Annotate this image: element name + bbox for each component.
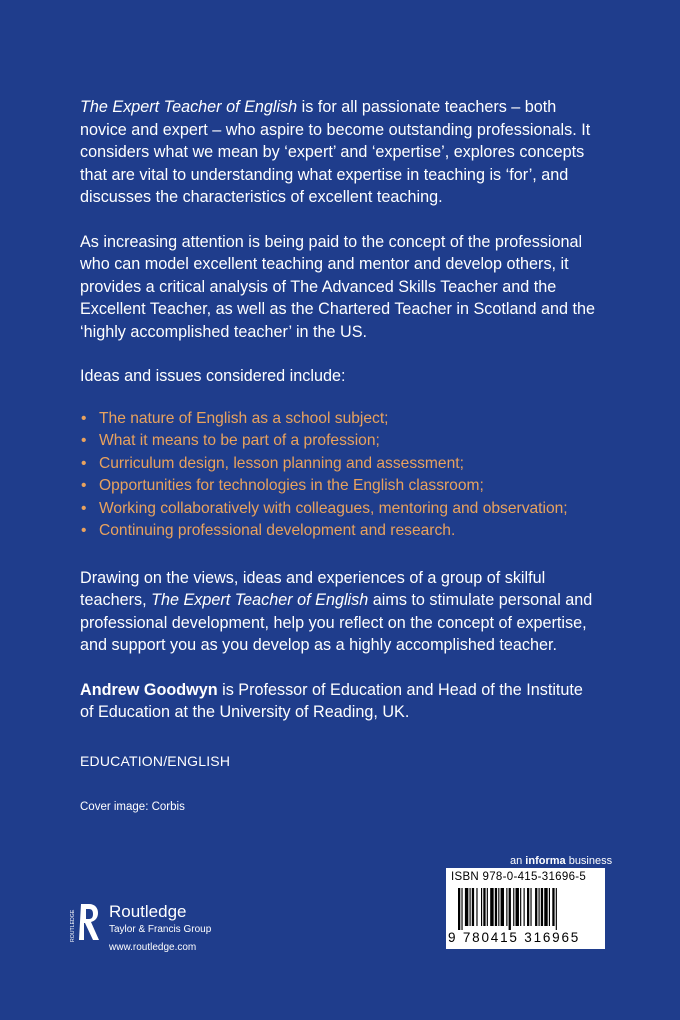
barcode-bar	[506, 888, 507, 926]
barcode-bar	[472, 888, 474, 926]
list-item: • Working collaboratively with colleagues, mentoring and observation;	[80, 498, 600, 521]
isbn-label: ISBN 978-0-415-31696-5	[451, 871, 587, 883]
informa-tagline	[510, 855, 612, 867]
isbn-barcode	[446, 868, 605, 949]
barcode-bar	[483, 888, 485, 926]
summary-text: aims to stimulate personal and professional development, help you reflect on the concept of expertise, and support you as you develop as a highly accomplished teacher.	[80, 591, 593, 654]
publisher-group: Taylor & Francis Group	[109, 924, 212, 935]
cover-credit: Cover image: Corbis	[80, 801, 185, 813]
barcode-bar	[495, 888, 497, 926]
barcode-bar	[465, 888, 468, 926]
barcode-bar	[524, 888, 525, 926]
publisher-name: Routledge	[109, 902, 187, 921]
back-cover-text	[80, 96, 600, 819]
barcode-bar	[498, 888, 499, 926]
issues-list	[80, 408, 600, 543]
category-label: EDUCATION/ENGLISH	[80, 752, 231, 769]
barcode-bar	[530, 888, 531, 926]
barcode-bar	[487, 888, 488, 926]
barcode-bar	[556, 888, 557, 930]
barcode-bar	[476, 888, 477, 926]
book-title: The Expert Teacher of English	[80, 98, 298, 116]
list-item: • Curriculum design, lesson planning and assessment;	[80, 453, 600, 476]
publisher-url: www.routledge.com	[109, 942, 197, 953]
barcode-bar	[527, 888, 529, 926]
barcode-bar	[509, 888, 511, 930]
list-item: • Opportunities for technologies in the English classroom;	[80, 475, 600, 498]
description-text: is for all passionate teachers – both novice and expert – who aspire to become outstanding professionals. It considers what we mean by ‘expert’ and ‘expertise’, explores concepts that are vital to understanding what expertise in teaching is ‘for’, and discusses the characteristics of excellent teaching.	[80, 98, 591, 206]
issues-intro: Ideas and issues considered include:	[80, 367, 346, 385]
barcode-number: 9 780415 316965	[448, 930, 581, 945]
analysis-paragraph: As increasing attention is being paid to the concept of the professional who can model excellent teaching and mentor and develop others, it provides a critical analysis of The Advanced Skills Teacher and the Excellent Teacher, as well as the Chartered Teacher in Scotland and the ‘highly accomplished teacher’ in the US.	[80, 232, 596, 341]
barcode-bar	[544, 888, 547, 926]
barcode-bar	[535, 888, 537, 926]
barcode-bar	[481, 888, 482, 926]
barcode-bar	[520, 888, 521, 926]
routledge-logo-icon	[68, 900, 102, 944]
barcode-bar	[552, 888, 554, 926]
barcode-bar	[458, 888, 460, 930]
list-item: • What it means to be part of a profession;	[80, 430, 600, 453]
barcode-bar	[549, 888, 550, 926]
barcode-bar	[501, 888, 504, 926]
barcode-bar	[541, 888, 543, 926]
barcode-bar	[513, 888, 514, 926]
description-paragraph	[80, 96, 600, 209]
barcode-bars	[458, 888, 598, 930]
list-item: • The nature of English as a school subject;	[80, 408, 600, 431]
list-item: • Continuing professional development and research.	[80, 520, 600, 543]
summary-paragraph	[80, 567, 600, 657]
informa-name: informa	[525, 855, 566, 867]
author-bio	[80, 679, 600, 724]
routledge-logo-text: ROUTLEDGE	[70, 909, 76, 942]
book-title: The Expert Teacher of English	[151, 591, 369, 609]
barcode-bar	[539, 888, 540, 926]
informa-suffix: business	[565, 855, 613, 867]
author-text: is Professor of Education and Head of the Institute of Education at the University of Reading, UK.	[80, 680, 583, 721]
author-name: Andrew Goodwyn	[80, 680, 218, 699]
informa-prefix: an	[510, 855, 526, 867]
barcode-bar	[461, 888, 462, 930]
summary-lead: Drawing on the views, ideas and experiences of a group of skilful teachers,	[80, 568, 546, 609]
barcode-bar	[470, 888, 471, 926]
barcode-bar	[516, 888, 519, 926]
barcode-bar	[490, 888, 493, 926]
